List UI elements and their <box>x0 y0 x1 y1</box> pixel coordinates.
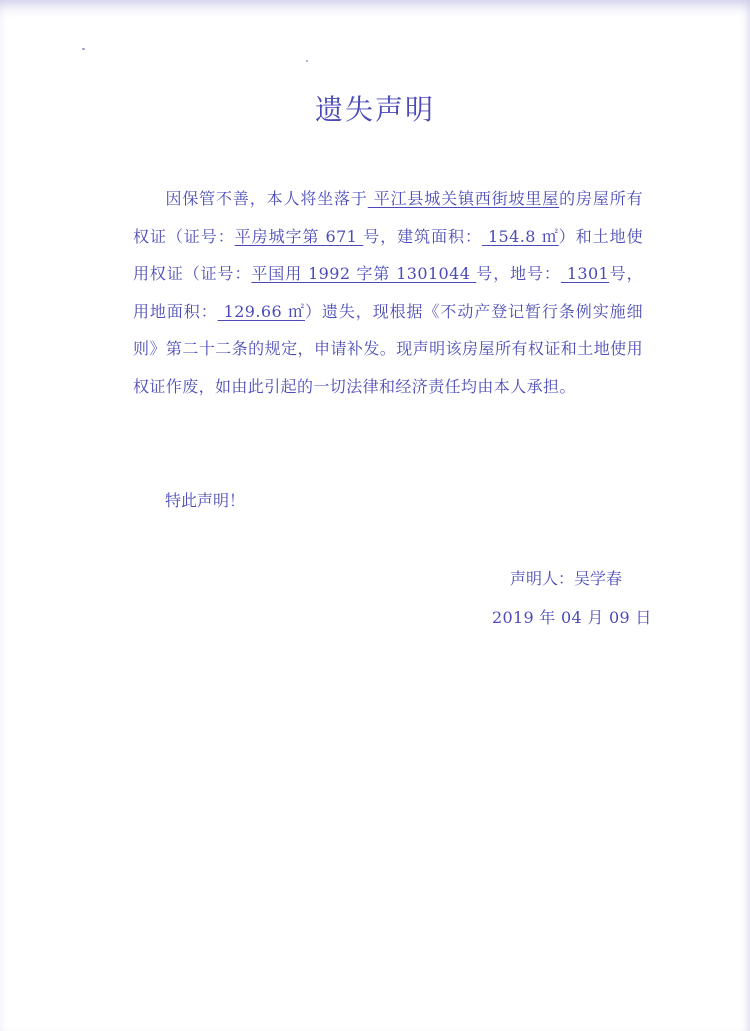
statement-body <box>133 180 643 405</box>
declarant-signature: 声明人：吴学春 <box>510 569 623 588</box>
lot-number: 1301 <box>560 264 610 283</box>
scan-speck <box>82 48 85 50</box>
body-text-6: 号，用地面积： <box>133 264 643 321</box>
closing-statement: 特此声明！ <box>165 491 246 510</box>
property-address: 平江县城关镇西街坡里屋 <box>367 189 560 208</box>
document-title: 遗失声明 <box>314 93 435 126</box>
body-text-3: 号，建筑面积： <box>363 226 482 246</box>
body-text-1: 因保管不善，本人将坐落于 <box>165 189 368 208</box>
house-certificate-number: 平房城字第 671 <box>234 226 364 246</box>
body-text-5: 号，地号： <box>476 264 561 283</box>
scan-speck <box>306 60 308 62</box>
land-certificate-number: 平国用 1992 字第 1301044 <box>251 264 477 283</box>
body-text-4: ）和土地使用权证（证号： <box>133 226 643 283</box>
land-area: 129.66 ㎡ <box>217 301 305 321</box>
building-area: 154.8 ㎡ <box>481 226 559 246</box>
body-text-7: ）遗失，现根据《不动产登记暂行条例实施细则》第二十二条的规定，申请补发。现声明该房屋所有权证和土地使用权证作废，如由此引起的一切法律和经济责任均由本人承担。 <box>133 301 643 396</box>
body-text-2: 的房屋所有权证（证号： <box>133 189 643 246</box>
statement-date: 2019 年 04 月 09 日 <box>492 608 652 627</box>
